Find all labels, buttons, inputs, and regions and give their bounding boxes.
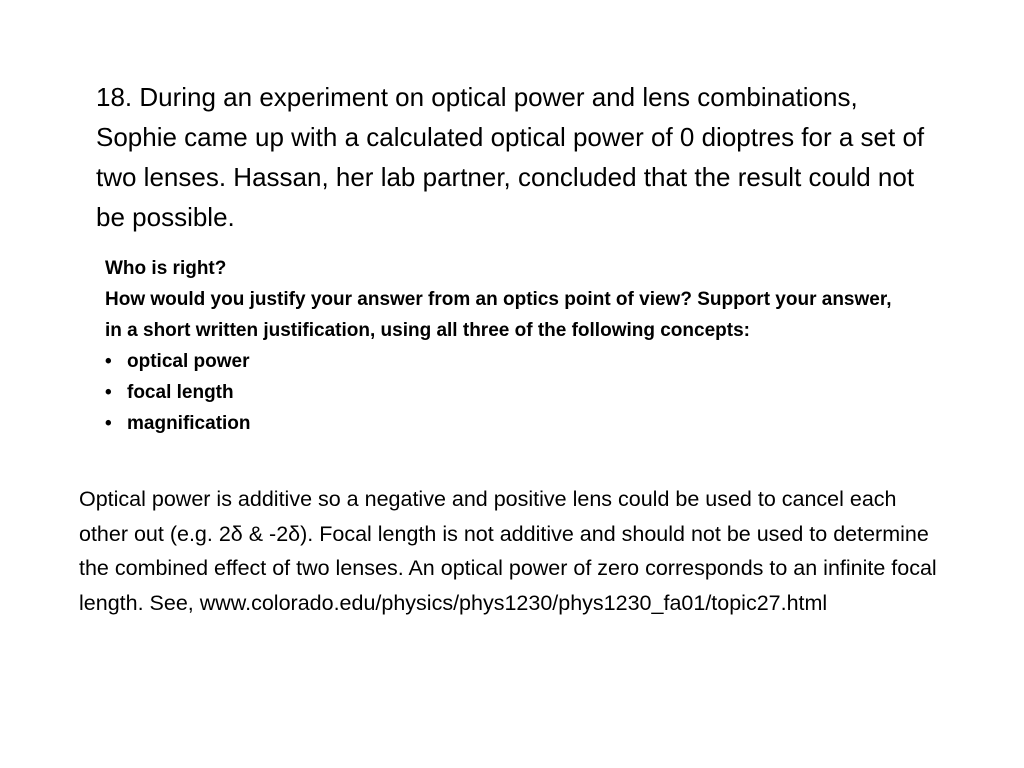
concept-item-focal-length: • focal length [105, 377, 905, 408]
concept-list [105, 346, 905, 439]
justification-instruction: How would you justify your answer from an optics point of view? Support your answer, in a short written justification, using all three of the following concepts: [105, 289, 892, 341]
concept-item-optical-power: • optical power [105, 346, 905, 377]
question-text: 18. During an experiment on optical power and lens combinations, Sophie came up with a calculated optical power of 0 dioptres for a set of two lenses. Hassan, her lab partner, concluded that the result could not be possible. [96, 82, 925, 232]
concept-item-magnification: • magnification [105, 408, 905, 439]
answer-text: Optical power is additive so a negative and positive lens could be used to cancel each other out (e.g. 2δ & -2δ). Focal length is not additive and should not be used to determine the combined effect of two lenses. An optical power of zero corresponds to an infinite focal length. See, www.colorado.edu/physics/phys1230/phys1230_fa01/topic27.html [79, 487, 937, 615]
question-prompt [105, 253, 905, 439]
who-is-right-heading: Who is right? [105, 258, 227, 279]
